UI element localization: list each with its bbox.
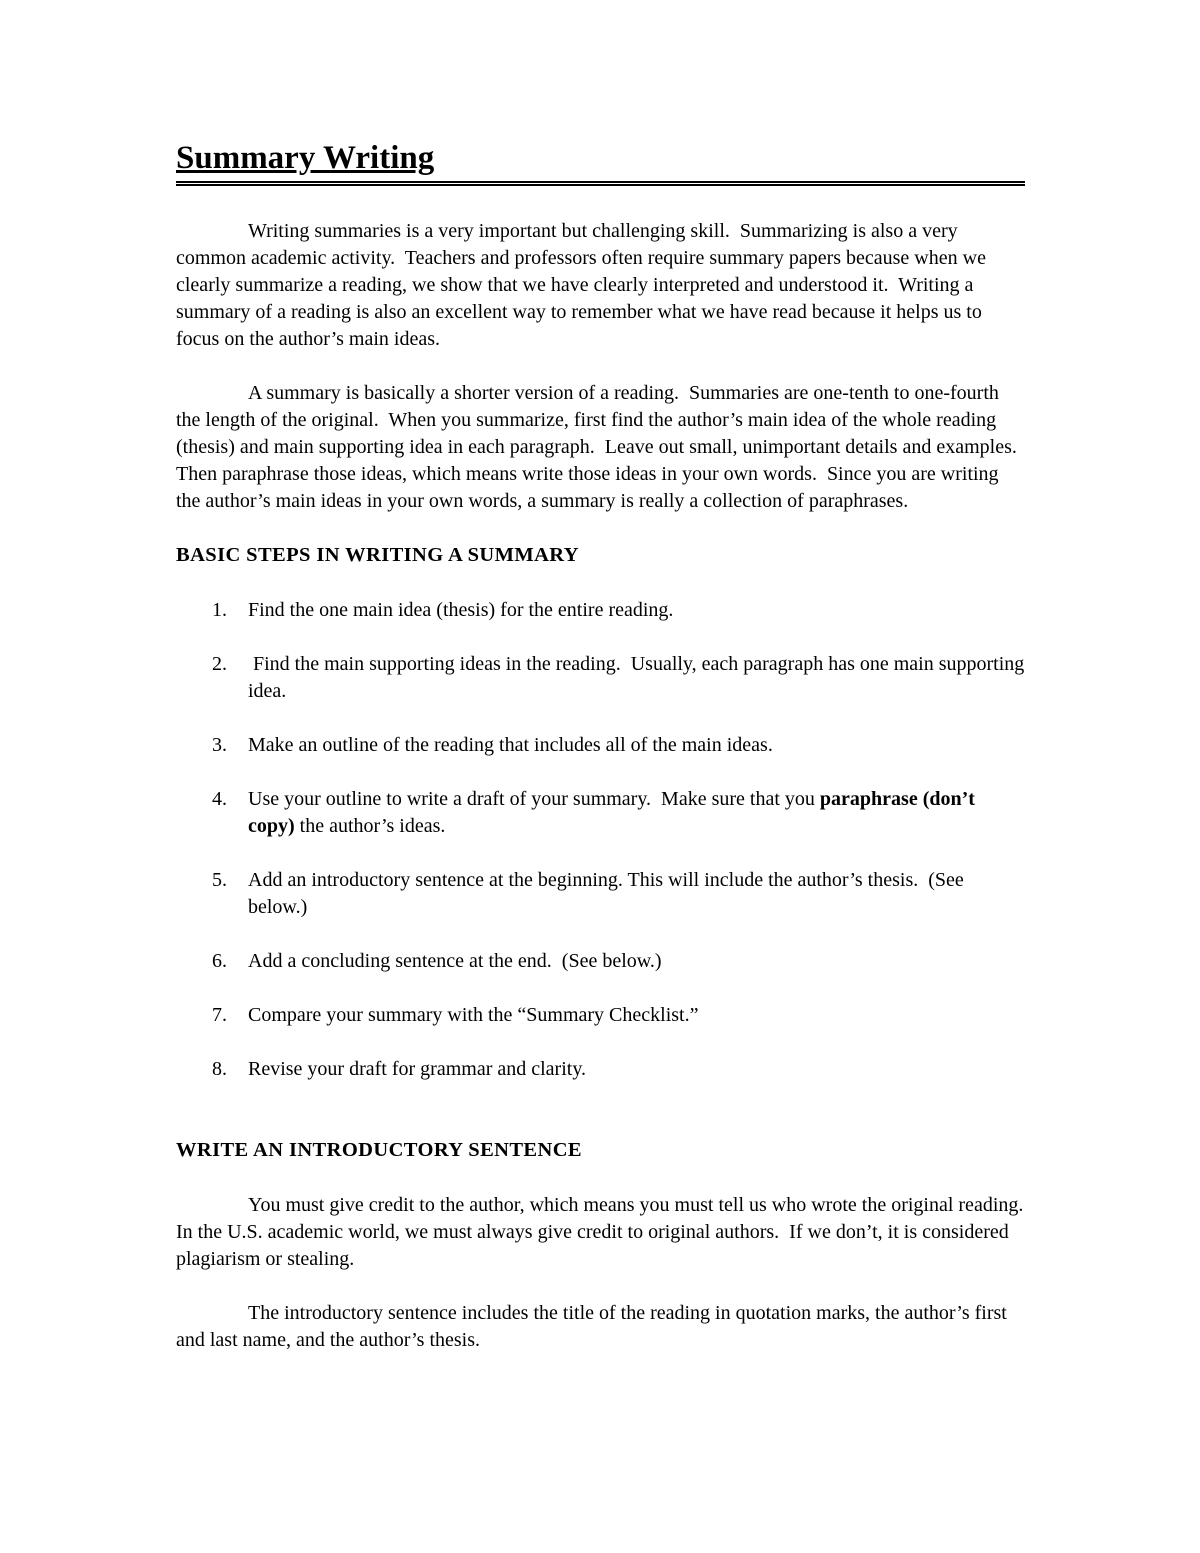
- list-item-number: 3.: [212, 734, 227, 757]
- list-item-number: 2.: [212, 653, 227, 676]
- list-item-text: [248, 788, 980, 837]
- list-item-text: Find the main supporting ideas in the reading. Usually, each paragraph has one main supporting idea.: [248, 653, 1030, 703]
- list-item-text-bold: paraphrase (don’t copy): [248, 788, 980, 838]
- document-title: [176, 140, 1025, 186]
- list-item-text: Find the one main idea (thesis) for the entire reading.: [248, 599, 674, 622]
- list-item-text: Revise your draft for grammar and clarity.: [248, 1058, 587, 1081]
- list-item-text: Compare your summary with the “Summary Checklist.”: [248, 1004, 699, 1027]
- list-item-text: Add an introductory sentence at the beginning. This will include the author’s thesis. (See below.): [248, 869, 969, 919]
- introductory-sentence-paragraph-1: You must give credit to the author, which means you must tell us who wrote the original reading. In the U.S. academic world, we must always give credit to original authors. If we don’t, it is considered plagiarism or stealing.: [176, 1194, 1034, 1271]
- list-item-number: 6.: [212, 950, 227, 973]
- intro-paragraph-1: Writing summaries is a very important but challenging skill. Summarizing is also a very common academic activity. Teachers and professors often require summary papers because when we clearly summarize a reading, we show that we have clearly interpreted and understood it. Writing a summary of a reading is also an excellent way to remember what we have read because it helps us to focus on the author’s main ideas.: [176, 220, 991, 351]
- list-item-8: [176, 1056, 1025, 1083]
- list-item-number: 4.: [212, 788, 227, 811]
- list-item-number: 7.: [212, 1004, 227, 1027]
- list-item-number: 1.: [212, 599, 227, 622]
- list-item-text: Make an outline of the reading that includes all of the main ideas.: [248, 734, 773, 757]
- introductory-sentence-paragraph-2: The introductory sentence includes the title of the reading in quotation marks, the author’s first and last name, and the author’s thesis.: [176, 1302, 1012, 1352]
- list-item-1: [176, 597, 1025, 624]
- list-item-number: 5.: [212, 869, 227, 892]
- introductory-sentence-heading: WRITE AN INTRODUCTORY SENTENCE: [176, 1139, 582, 1162]
- list-item-number: 8.: [212, 1058, 227, 1081]
- intro-paragraph-2: A summary is basically a shorter version of a reading. Summaries are one-tenth to one-fourth the length of the original. When you summarize, first find the author’s main idea of the whole reading (thesis) and main supporting idea in each paragraph. Leave out small, unimportant details and examples. Then paraphrase those ideas, which means write those ideas in your own words. Since you are writing the author’s main ideas in your own words, a summary is really a collection of paraphrases.: [176, 382, 1027, 513]
- list-item-text: Add a concluding sentence at the end. (See below.): [248, 950, 662, 973]
- list-item-text-pre: Use your outline to write a draft of your summary. Make sure that you: [248, 788, 820, 811]
- list-item-7: [176, 1002, 1025, 1029]
- list-item-4: [176, 786, 1025, 840]
- list-item-5: [176, 867, 1025, 921]
- basic-steps-list: [176, 597, 1030, 1083]
- document-title-text: Summary Writing: [176, 140, 435, 176]
- list-item-text-post: the author’s ideas.: [294, 815, 446, 838]
- list-item-2: [176, 651, 1030, 705]
- list-item-3: [176, 732, 1025, 759]
- basic-steps-heading: BASIC STEPS IN WRITING A SUMMARY: [176, 544, 579, 567]
- list-item-6: [176, 948, 1025, 975]
